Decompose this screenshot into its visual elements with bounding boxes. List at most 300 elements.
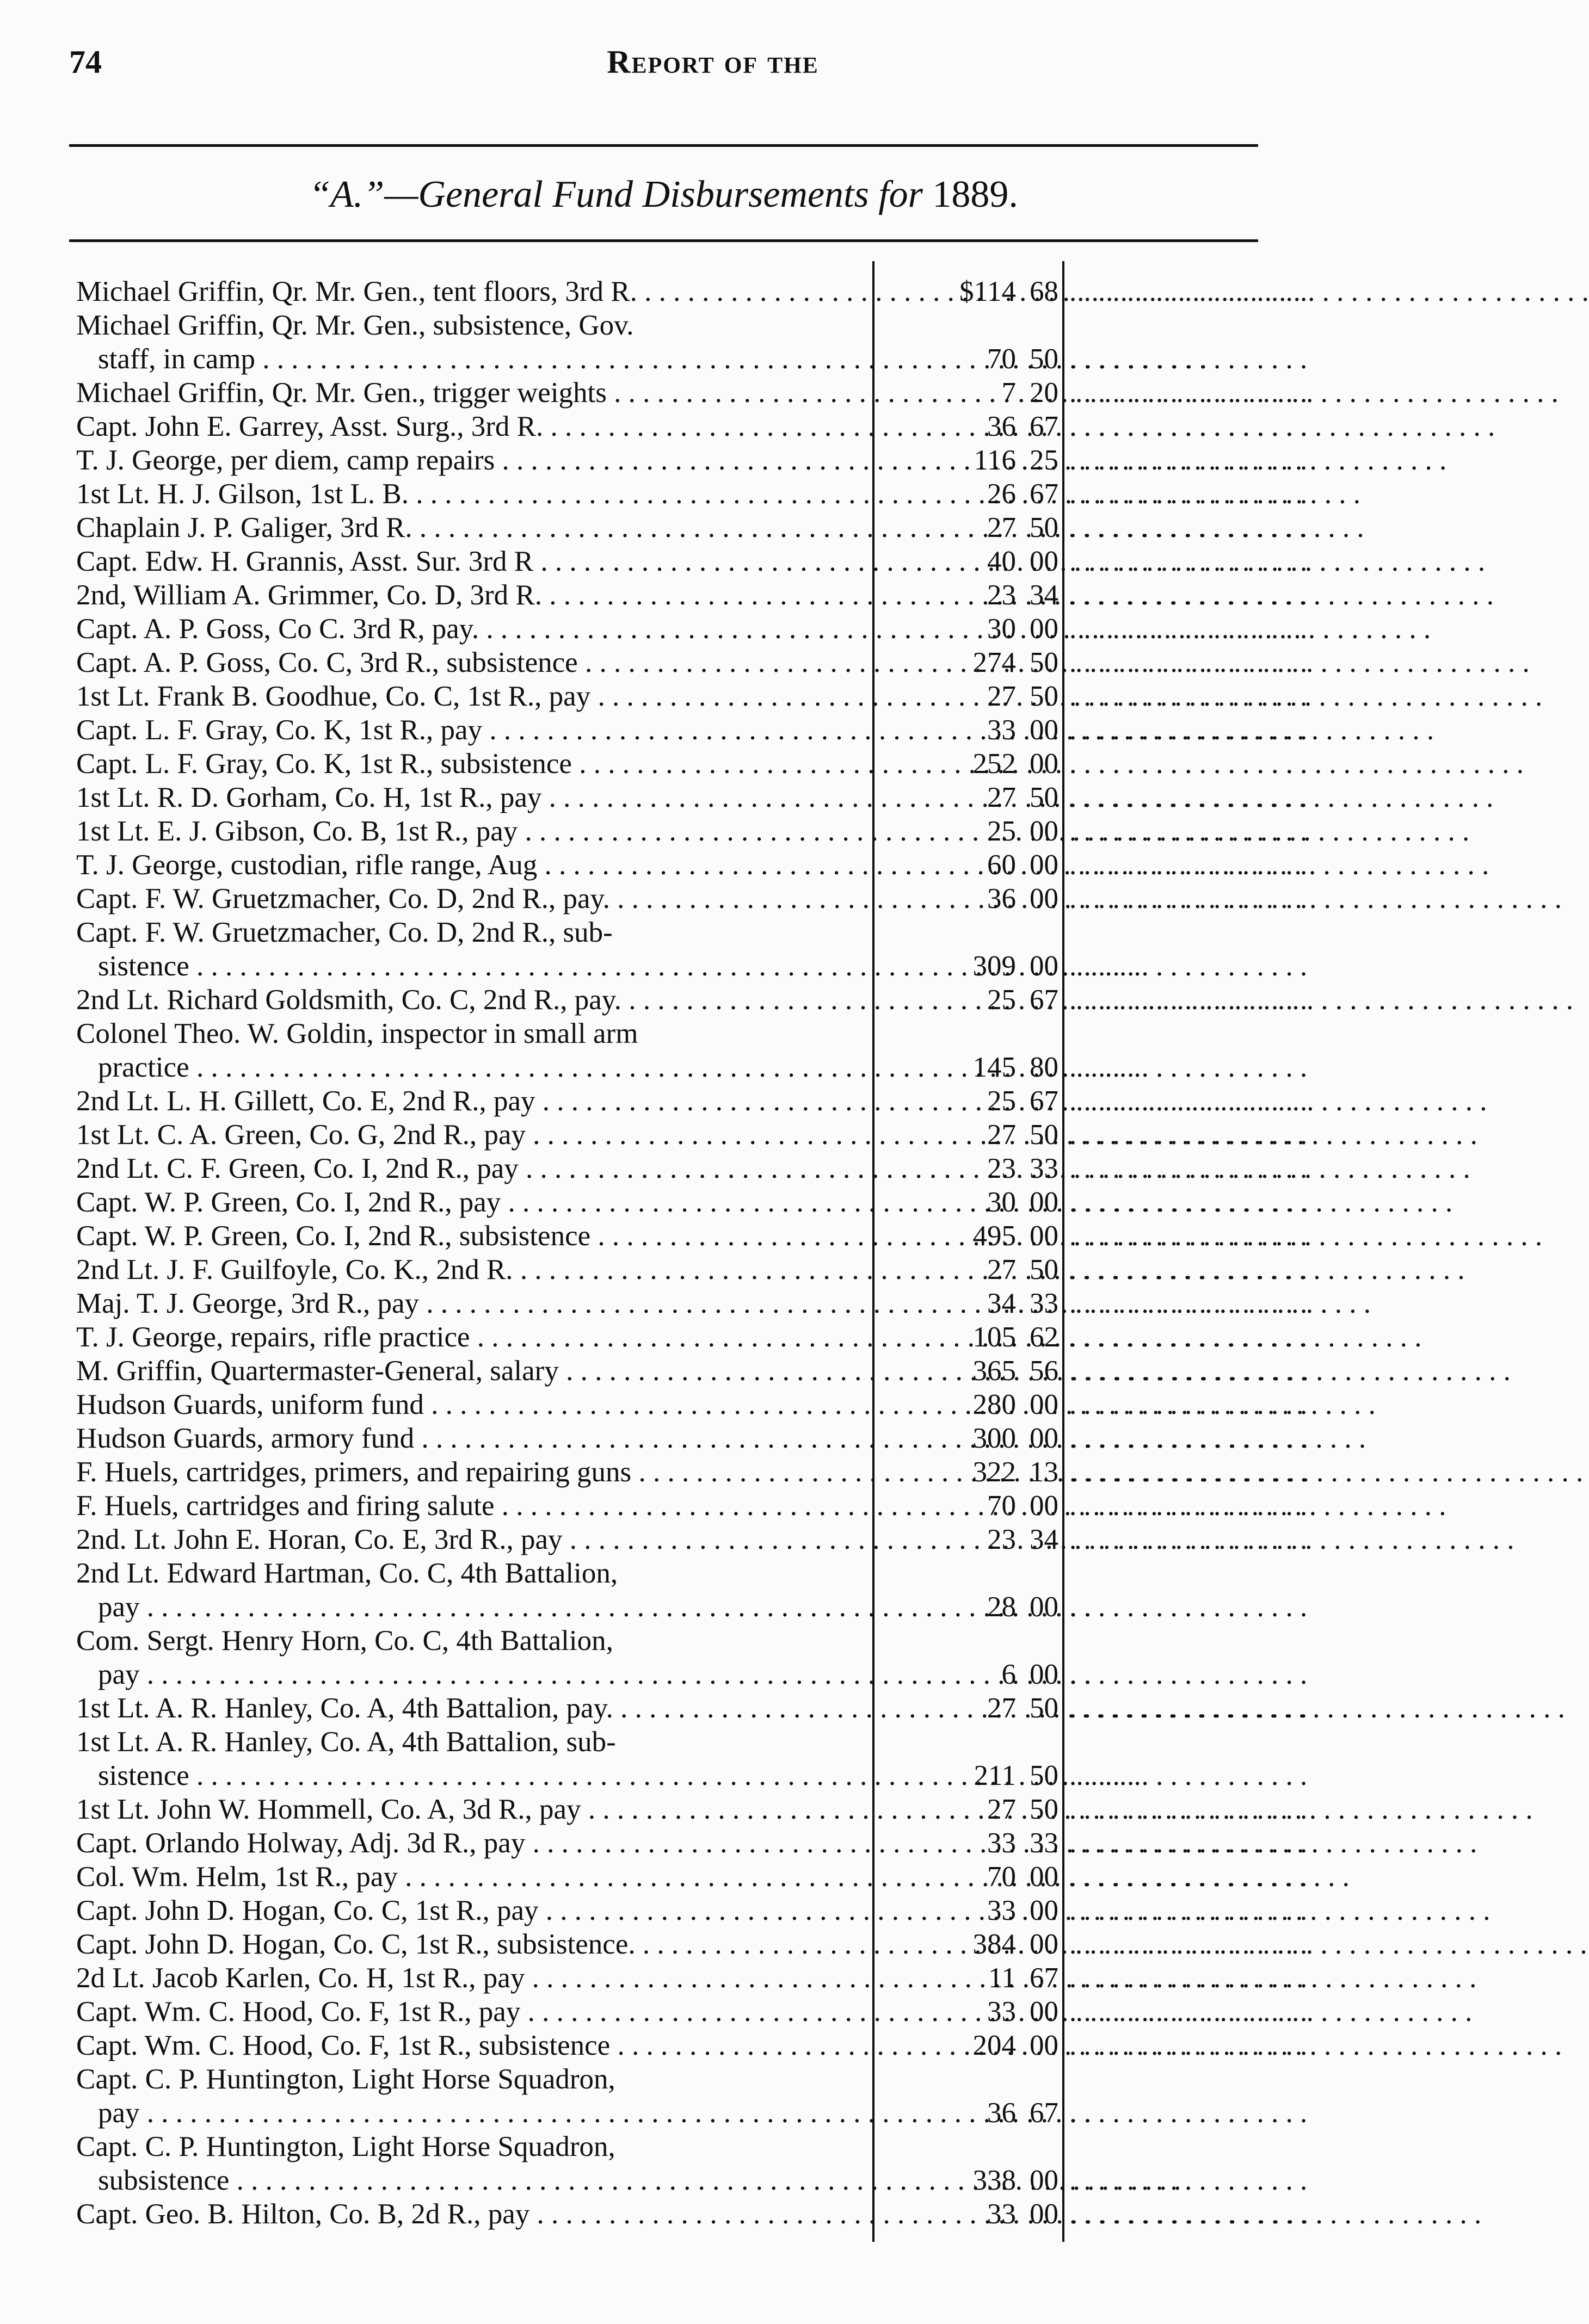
row-amount-dollars: 309: [972, 950, 1016, 982]
row-description: [76, 646, 871, 679]
row-description: [76, 1084, 871, 1118]
row-amount-dollars: 27: [987, 782, 1016, 813]
row-amount: [879, 679, 1058, 713]
row-amount-dollars: 322: [972, 1456, 1016, 1488]
row-description-line: 2nd Lt. L. H. Gillett, Co. E, 2nd R., pay . . .: [76, 1084, 871, 1118]
row-amount: [879, 612, 1058, 646]
row-description-line: Capt. W. P. Green, Co. I, 2nd R., pay . . .: [76, 1185, 871, 1219]
row-amount: [879, 1691, 1058, 1725]
table-row: [0, 848, 1352, 882]
row-amount-cents: 00: [1030, 2198, 1058, 2230]
row-amount: [879, 814, 1058, 848]
row-amount-dollars: 28: [987, 1591, 1016, 1623]
row-amount-cents: 00: [1030, 815, 1058, 847]
row-amount-dollars: 33: [987, 1895, 1016, 1926]
row-amount: [879, 342, 1058, 376]
table-row: [0, 1017, 1352, 1084]
table-row: [0, 781, 1352, 814]
row-total-leader: . . . . . . . . . . . . . . . . .: [1069, 681, 1308, 712]
table-row: [0, 1118, 1352, 1152]
row-amount-dollars: $114: [959, 276, 1016, 307]
row-description: [76, 882, 871, 916]
row-description: [76, 1523, 871, 1556]
row-description: [76, 1320, 871, 1354]
row-amount-cents: 50: [1030, 647, 1058, 678]
row-description-line: 2nd Lt. C. F. Green, Co. I, 2nd R., pay . . .: [76, 1152, 871, 1185]
row-description-line: 2nd, William A. Grimmer, Co. D, 3rd R. . . .: [76, 578, 871, 612]
row-description-line: 1st Lt. John W. Hommell, Co. A, 3d R., pay . . .: [76, 1793, 871, 1826]
table-row: [0, 1556, 1352, 1624]
row-description: [76, 1793, 871, 1826]
row-amount-cents: 67: [1030, 411, 1058, 442]
row-total-leader: . . . . . . . . . . . . . . . . .: [1069, 782, 1308, 813]
table-row: [0, 2029, 1352, 2062]
row-amount-cents: 00: [1030, 1186, 1058, 1218]
row-total-leader: . . . . . . . . . . . . . . . . .: [1069, 1760, 1308, 1791]
amount-column-rule-right: [1062, 261, 1064, 2242]
row-amount-dollars: 338: [972, 2165, 1016, 2196]
row-amount: [879, 1995, 1058, 2029]
row-description: [76, 1219, 871, 1253]
row-amount-cents: 67: [1030, 1085, 1058, 1117]
top-rule: [69, 144, 1258, 147]
table-row: [0, 1219, 1352, 1253]
row-amount-dollars: 36: [987, 411, 1016, 442]
row-total-leader: . . . . . . . . . . . . . . . . .: [1069, 1119, 1308, 1151]
row-amount-dollars: 204: [972, 2030, 1016, 2061]
row-amount-dollars: 27: [987, 1794, 1016, 1825]
row-amount-dollars: 27: [987, 1254, 1016, 1285]
row-description-line: 2nd Lt. J. F. Guilfoyle, Co. K., 2nd R. . . .: [76, 1253, 871, 1287]
row-amount: [879, 848, 1058, 882]
row-description: [76, 1995, 871, 2029]
row-description-line: Capt. John D. Hogan, Co. C, 1st R., subsistence. . . .: [76, 1927, 871, 1961]
row-description-line: Capt. W. P. Green, Co. I, 2nd R., subsistence . . .: [76, 1219, 871, 1253]
row-amount-dollars: 25: [987, 984, 1016, 1016]
row-description-line: Maj. T. J. George, 3rd R., pay . . .: [76, 1287, 871, 1320]
row-amount: [879, 1421, 1058, 1455]
row-amount-cents: 34: [1030, 1524, 1058, 1555]
row-amount-cents: 67: [1030, 1962, 1058, 1994]
table-row: [0, 1152, 1352, 1185]
row-description: [76, 1927, 871, 1961]
row-total-leader: . . . . . . . . . . . . . . . . .: [1069, 1490, 1308, 1522]
table-row: [0, 1624, 1352, 1691]
row-amount-dollars: 27: [987, 1692, 1016, 1724]
table-row: [0, 1354, 1352, 1388]
row-amount-cents: 00: [1030, 1659, 1058, 1690]
row-amount-cents: 67: [1030, 478, 1058, 510]
row-amount-dollars: 33: [987, 1827, 1016, 1859]
row-amount-cents: 00: [1030, 1591, 1058, 1623]
row-total-leader: . . . . . . . . . . . . . . . . .: [1069, 2030, 1308, 2061]
row-total-leader: . . . . . . . . . . . . . . . . .: [1069, 512, 1308, 543]
table-row: [0, 275, 1352, 308]
table-row: [0, 1489, 1352, 1523]
row-amount: [879, 1219, 1058, 1253]
row-amount: [879, 1894, 1058, 1927]
table-row: [0, 1793, 1352, 1826]
row-total-leader: . . . . . . . . . . . . . . . . .: [1069, 1861, 1308, 1893]
row-total-leader: . . . . . . . . . . . . . . . . .: [1069, 1052, 1308, 1083]
row-description: [76, 916, 871, 983]
row-amount: [879, 1253, 1058, 1287]
row-description-line: practice . . .: [76, 1050, 871, 1084]
row-amount: [879, 511, 1058, 545]
row-amount-cents: 50: [1030, 512, 1058, 543]
row-amount-dollars: 23: [987, 1524, 1016, 1555]
table-row: [0, 2130, 1352, 2197]
table-row: [0, 1455, 1352, 1489]
row-description: [76, 477, 871, 511]
row-amount-cents: 00: [1030, 1895, 1058, 1926]
row-description-line: Capt. John E. Garrey, Asst. Surg., 3rd R. . . .: [76, 410, 871, 443]
row-amount: [879, 1658, 1058, 1691]
row-amount-dollars: 25: [987, 815, 1016, 847]
table-row: [0, 1287, 1352, 1320]
row-description: [76, 1691, 871, 1725]
row-amount-dollars: 30: [987, 1186, 1016, 1218]
row-amount-dollars: 33: [987, 2198, 1016, 2230]
row-amount: [879, 1927, 1058, 1961]
row-description: [76, 1961, 871, 1995]
table-row: [0, 1826, 1352, 1860]
row-amount-cents: 00: [1030, 883, 1058, 914]
row-description-line: staff, in camp . . .: [76, 342, 871, 376]
row-description-line: T. J. George, custodian, rifle range, Aug . . .: [76, 848, 871, 882]
row-description-line: Capt. Orlando Holway, Adj. 3d R., pay . . .: [76, 1826, 871, 1860]
row-total-leader: . . . . . . . . . . . . . . . . .: [1069, 1389, 1308, 1420]
row-amount-dollars: 26: [987, 478, 1016, 510]
row-description-line: 2nd. Lt. John E. Horan, Co. E, 3rd R., pay . . .: [76, 1523, 871, 1556]
row-amount: [879, 1793, 1058, 1826]
table-row: [0, 410, 1352, 443]
row-description-line: Capt. C. P. Huntington, Light Horse Squadron,: [76, 2063, 615, 2095]
row-amount: [879, 1860, 1058, 1894]
row-description-line: T. J. George, repairs, rifle practice . . .: [76, 1320, 871, 1354]
row-amount-cents: 50: [1030, 1692, 1058, 1724]
row-total-leader: . . . . . . . . . . . . . . . . .: [1069, 579, 1308, 611]
row-total-leader: . . . . . . . . . . . . . . . . .: [1069, 1962, 1308, 1994]
row-description-line: pay . . .: [76, 2096, 871, 2130]
row-description: [76, 1185, 871, 1219]
row-amount-dollars: 70: [987, 1490, 1016, 1522]
row-description-line: Michael Griffin, Qr. Mr. Gen., tent floors, 3rd R. . . .: [76, 275, 871, 308]
row-description: [76, 275, 871, 308]
row-total-leader: . . . . . . . . . . . . . . . . .: [1069, 647, 1308, 678]
table-row: [0, 1725, 1352, 1793]
row-amount: [879, 1354, 1058, 1388]
row-amount-cents: 00: [1030, 1861, 1058, 1893]
row-amount: [879, 2096, 1058, 2130]
row-total-leader: . . . . . . . . . . . . . . . . .: [1069, 343, 1308, 375]
row-amount-dollars: 116: [974, 444, 1016, 476]
row-amount-cents: 00: [1030, 714, 1058, 746]
row-total-leader: . . . . . . . . . . . . . . . . .: [1069, 1996, 1308, 2028]
row-amount-dollars: 252: [972, 748, 1016, 780]
row-total-leader: . . . . . . . . . . . . . . . . .: [1069, 1794, 1308, 1825]
row-amount-dollars: 495: [972, 1220, 1016, 1252]
row-total-leader: . . . . . . . . . . . . . . . . .: [1069, 1254, 1308, 1285]
row-description-line: sistence . . .: [76, 1759, 871, 1793]
row-amount-dollars: 365: [972, 1355, 1016, 1387]
row-description: [76, 1556, 871, 1624]
row-total-leader: . . . . . . . . . . . . . . . . .: [1069, 1220, 1308, 1252]
row-amount-cents: 13: [1030, 1456, 1058, 1488]
table-row: [0, 578, 1352, 612]
table-row: [0, 2197, 1352, 2231]
row-description-line: 1st Lt. A. R. Hanley, Co. A, 4th Battalion, pay. . . .: [76, 1691, 871, 1725]
row-amount-cents: 00: [1030, 1490, 1058, 1522]
row-description: [76, 1354, 871, 1388]
row-amount-dollars: 145: [972, 1052, 1016, 1083]
table-row: [0, 1388, 1352, 1421]
disbursement-table: [0, 275, 1352, 2231]
row-amount-cents: 68: [1030, 276, 1058, 307]
row-description-line: sistence . . .: [76, 949, 871, 983]
row-amount: [879, 275, 1058, 308]
row-total-leader: . . . . . . . . . . . . . . . . .: [1069, 1355, 1308, 1387]
row-amount-cents: 33: [1030, 1153, 1058, 1184]
row-total-leader: . . . . . . . . . . . . . . . . .: [1069, 1153, 1308, 1184]
row-description: [76, 2062, 871, 2130]
row-description-line: Capt. Geo. B. Hilton, Co. B, 2d R., pay . . .: [76, 2197, 871, 2231]
row-description-line: Hudson Guards, uniform fund . . .: [76, 1388, 871, 1421]
row-total-leader: . . . . . . . . . . . . . . . . .: [1069, 1929, 1308, 1960]
row-amount-cents: 00: [1030, 1929, 1058, 1960]
row-total-leader: . . . . . . . . . . . . . . . . .: [1069, 1895, 1308, 1926]
row-description-line: 1st Lt. E. J. Gibson, Co. B, 1st R., pay . . .: [76, 814, 871, 848]
row-total-leader: . . . . . . . . . . . . . . . . .: [1069, 1591, 1308, 1623]
row-description: [76, 2130, 871, 2197]
row-description: [76, 1253, 871, 1287]
row-amount: [879, 1388, 1058, 1421]
row-description: [76, 1118, 871, 1152]
row-description: [76, 713, 871, 747]
table-title-text: “A.”—General Fund Disbursements for: [309, 174, 923, 215]
row-amount-dollars: 274: [972, 647, 1016, 678]
table-row: [0, 1894, 1352, 1927]
table-row: [0, 814, 1352, 848]
row-description: [76, 781, 871, 814]
row-amount-cents: 00: [1030, 546, 1058, 577]
table-row: [0, 1421, 1352, 1455]
table-title-year: 1889.: [932, 174, 1018, 215]
row-amount-dollars: 27: [987, 1119, 1016, 1151]
row-total-leader: . . . . . . . . . . . . . . . . .: [1069, 815, 1308, 847]
table-row: [0, 1995, 1352, 2029]
table-row: [0, 1185, 1352, 1219]
table-row: [0, 1523, 1352, 1556]
row-description-line: Capt. John D. Hogan, Co. C, 1st R., pay . . .: [76, 1894, 871, 1927]
row-total-leader: . . . . . . . . . . . . . . . . .: [1069, 1827, 1308, 1859]
row-amount: [879, 1118, 1058, 1152]
row-amount-dollars: 6: [1001, 1659, 1016, 1690]
table-row: [0, 511, 1352, 545]
table-row: [0, 1860, 1352, 1894]
row-amount: [879, 1152, 1058, 1185]
row-amount-dollars: 30: [987, 613, 1016, 645]
row-amount: [879, 376, 1058, 410]
row-amount-dollars: 70: [987, 1861, 1016, 1893]
row-description: [76, 679, 871, 713]
row-amount-dollars: 36: [987, 883, 1016, 914]
table-row: [0, 1320, 1352, 1354]
row-amount: [879, 545, 1058, 578]
row-amount: [879, 1287, 1058, 1320]
row-description-line: 1st Lt. H. J. Gilson, 1st L. B. . . .: [76, 477, 871, 511]
row-amount: [879, 949, 1058, 983]
row-description-line: Capt. C. P. Huntington, Light Horse Squadron,: [76, 2131, 615, 2162]
table-row: [0, 477, 1352, 511]
row-amount: [879, 713, 1058, 747]
row-description: [76, 1489, 871, 1523]
row-amount-dollars: 34: [987, 1288, 1016, 1319]
row-amount-dollars: 25: [987, 1085, 1016, 1117]
running-head: Report of the: [607, 44, 819, 80]
row-description-line: Com. Sergt. Henry Horn, Co. C, 4th Battalion,: [76, 1625, 613, 1657]
row-description: [76, 848, 871, 882]
row-description: [76, 1624, 871, 1691]
table-row: [0, 376, 1352, 410]
row-amount: [879, 1455, 1058, 1489]
row-amount-dollars: 40: [987, 546, 1016, 577]
row-description-line: F. Huels, cartridges and firing salute . . .: [76, 1489, 871, 1523]
row-amount: [879, 1826, 1058, 1860]
row-amount: [879, 1590, 1058, 1624]
row-total-leader: . . . . . . . . . . . . . . . . .: [1069, 377, 1308, 409]
row-description-line: T. J. George, per diem, camp repairs . . .: [76, 443, 871, 477]
row-amount-cents: 00: [1030, 1389, 1058, 1420]
title-rule: [69, 239, 1258, 242]
row-amount-dollars: 11: [988, 1962, 1016, 1994]
row-description-line: 2nd Lt. Richard Goldsmith, Co. C, 2nd R., pay. . . .: [76, 983, 871, 1017]
row-description-line: Michael Griffin, Qr. Mr. Gen., subsistence, Gov.: [76, 310, 634, 341]
row-amount-cents: 56: [1030, 1355, 1058, 1387]
row-amount: [879, 882, 1058, 916]
row-description-line: 1st Lt. R. D. Gorham, Co. H, 1st R., pay . . .: [76, 781, 871, 814]
row-amount: [879, 1523, 1058, 1556]
row-amount-cents: 67: [1030, 2097, 1058, 2129]
row-description-line: 1st Lt. A. R. Hanley, Co. A, 4th Battalion, sub-: [76, 1726, 616, 1758]
row-amount-dollars: 33: [987, 1996, 1016, 2028]
row-total-leader: . . . . . . . . . . . . . . . . .: [1069, 2165, 1308, 2196]
row-amount-dollars: 60: [987, 849, 1016, 881]
row-total-leader: . . . . . . . . . . . . . . . . .: [1069, 2198, 1308, 2230]
table-row: [0, 612, 1352, 646]
row-description: [76, 1388, 871, 1421]
row-amount-cents: 00: [1030, 2030, 1058, 2061]
row-total-leader: . . . . . . . . . . . . . . . . .: [1069, 1085, 1308, 1117]
table-title: [69, 173, 1258, 217]
row-description-line: Capt. L. F. Gray, Co. K, 1st R., subsistence . . .: [76, 747, 871, 781]
row-amount-cents: 00: [1030, 2165, 1058, 2196]
row-amount-dollars: 27: [987, 512, 1016, 543]
row-amount: [879, 2164, 1058, 2197]
table-row: [0, 747, 1352, 781]
row-amount-dollars: 105: [972, 1321, 1016, 1353]
row-amount: [879, 477, 1058, 511]
table-row: [0, 916, 1352, 983]
row-amount-cents: 00: [1030, 613, 1058, 645]
row-amount-dollars: 384: [972, 1929, 1016, 1960]
table-row: [0, 983, 1352, 1017]
row-total-leader: . . . . . . . . . . . . . . . . .: [1069, 276, 1308, 307]
row-description-line: Michael Griffin, Qr. Mr. Gen., trigger weights . . .: [76, 376, 871, 410]
row-amount-dollars: 36: [987, 2097, 1016, 2129]
row-total-leader: . . . . . . . . . . . . . . . . .: [1069, 1321, 1308, 1353]
row-amount-cents: 50: [1030, 1119, 1058, 1151]
row-description-line: pay . . .: [76, 1658, 871, 1691]
row-amount-dollars: 280: [972, 1389, 1016, 1420]
table-row: [0, 545, 1352, 578]
row-total-leader: . . . . . . . . . . . . . . . . .: [1069, 1423, 1308, 1454]
row-description: [76, 1017, 871, 1084]
row-amount-cents: 50: [1030, 1794, 1058, 1825]
row-amount-cents: 50: [1030, 1254, 1058, 1285]
row-amount: [879, 410, 1058, 443]
row-description-line: 1st Lt. C. A. Green, Co. G, 2nd R., pay . . .: [76, 1118, 871, 1152]
table-row: [0, 646, 1352, 679]
table-row: [0, 308, 1352, 376]
row-total-leader: . . . . . . . . . . . . . . . . .: [1069, 411, 1308, 442]
row-description: [76, 443, 871, 477]
row-total-leader: . . . . . . . . . . . . . . . . .: [1069, 1524, 1308, 1555]
row-amount: [879, 443, 1058, 477]
row-description: [76, 1287, 871, 1320]
table-row: [0, 1253, 1352, 1287]
row-amount: [879, 2029, 1058, 2062]
row-description: [76, 814, 871, 848]
row-description-line: Chaplain J. P. Galiger, 3rd R. . . .: [76, 511, 871, 545]
page-number: 74: [69, 44, 102, 80]
row-amount-dollars: 23: [987, 579, 1016, 611]
row-amount: [879, 1759, 1058, 1793]
row-description-line: pay . . .: [76, 1590, 871, 1624]
row-amount: [879, 1961, 1058, 1995]
row-description-line: 2nd Lt. Edward Hartman, Co. C, 4th Battalion,: [76, 1557, 618, 1589]
row-description-line: 2d Lt. Jacob Karlen, Co. H, 1st R., pay . . .: [76, 1961, 871, 1995]
row-description-line: 1st Lt. Frank B. Goodhue, Co. C, 1st R., pay . . .: [76, 679, 871, 713]
row-description: [76, 983, 871, 1017]
row-total-leader: . . . . . . . . . . . . . . . . .: [1069, 1288, 1308, 1319]
row-total-leader: . . . . . . . . . . . . . . . . .: [1069, 1186, 1308, 1218]
table-row: [0, 1691, 1352, 1725]
row-amount: [879, 646, 1058, 679]
row-total-leader: . . . . . . . . . . . . . . . . .: [1069, 613, 1308, 645]
row-amount-dollars: 211: [974, 1760, 1016, 1791]
row-total-leader: . . . . . . . . . . . . . . . . .: [1069, 2097, 1308, 2129]
row-description: [76, 308, 871, 376]
table-row: [0, 443, 1352, 477]
row-total-leader: . . . . . . . . . . . . . . . . .: [1069, 1692, 1308, 1724]
row-amount-cents: 33: [1030, 1827, 1058, 1859]
row-description: [76, 376, 871, 410]
row-amount: [879, 1185, 1058, 1219]
row-amount-cents: 00: [1030, 1423, 1058, 1454]
row-amount-cents: 50: [1030, 681, 1058, 712]
row-total-leader: . . . . . . . . . . . . . . . . .: [1069, 478, 1308, 510]
row-total-leader: . . . . . . . . . . . . . . . . .: [1069, 849, 1308, 881]
row-description: [76, 1421, 871, 1455]
row-amount-cents: 67: [1030, 984, 1058, 1016]
row-amount-cents: 25: [1030, 444, 1058, 476]
row-amount-cents: 80: [1030, 1052, 1058, 1083]
row-amount-dollars: 70: [987, 343, 1016, 375]
row-amount-dollars: 33: [987, 714, 1016, 746]
row-description: [76, 1894, 871, 1927]
row-total-leader: . . . . . . . . . . . . . . . . .: [1069, 1456, 1308, 1488]
